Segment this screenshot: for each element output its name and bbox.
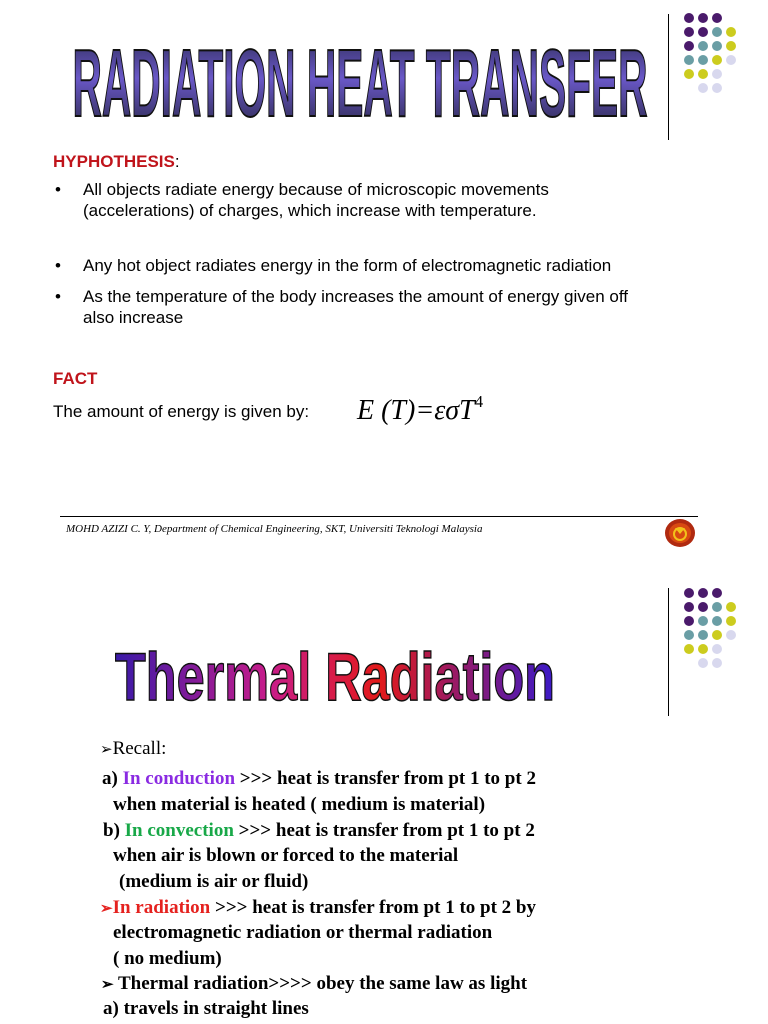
slide2-title xyxy=(110,632,560,717)
dot xyxy=(712,69,722,79)
dot xyxy=(684,588,694,598)
straight-line: a) travels in straight lines xyxy=(103,998,309,1019)
dot xyxy=(712,658,722,668)
slide1-divider-line xyxy=(668,14,669,140)
hypothesis-heading xyxy=(53,152,180,172)
conduction-line2: when material is heated ( medium is material) xyxy=(113,794,486,815)
dot xyxy=(684,644,694,654)
slide1-title xyxy=(68,16,653,137)
dot xyxy=(712,630,722,640)
dot xyxy=(698,27,708,37)
slide2-decorative-dots xyxy=(684,588,736,668)
recall-text: Recall: xyxy=(112,738,167,759)
bullet-1-line1: All objects radiate energy because of microscopic movements xyxy=(83,180,549,199)
arrow-bullet: ➢ xyxy=(100,742,113,758)
conduction-prefix: a) xyxy=(102,768,123,789)
dot xyxy=(684,83,694,93)
dot xyxy=(712,55,722,65)
dot xyxy=(684,602,694,612)
dot xyxy=(726,83,736,93)
dot xyxy=(698,41,708,51)
dot xyxy=(698,616,708,626)
dot xyxy=(698,83,708,93)
slide1-decorative-dots xyxy=(684,13,736,93)
dot xyxy=(712,13,722,23)
dot xyxy=(698,644,708,654)
dot xyxy=(712,27,722,37)
conduction-label: In conduction xyxy=(122,768,236,789)
dot xyxy=(726,13,736,23)
dot xyxy=(698,69,708,79)
dot xyxy=(712,616,722,626)
radiation-line3: ( no medium) xyxy=(113,948,222,969)
convection-line2: when air is blown or forced to the material xyxy=(113,845,459,866)
slide1-title-text: RADIATION HEAT TRANSFER xyxy=(72,30,648,137)
bullet-2 xyxy=(53,255,733,276)
dot xyxy=(726,630,736,640)
dot xyxy=(698,13,708,23)
radiation-line2: electromagnetic radiation or thermal radiation xyxy=(113,922,493,943)
dot xyxy=(684,630,694,640)
bullet-3-line2: also increase xyxy=(83,308,184,327)
thermal-line xyxy=(101,973,527,995)
dot xyxy=(684,658,694,668)
formula-exponent: 4 xyxy=(474,392,484,411)
bullet-2-line1: Any hot object radiates energy in the form of electromagnetic radiation xyxy=(83,256,612,275)
arrow-bullet: ➢ xyxy=(100,901,113,917)
dot xyxy=(712,83,722,93)
bullet-1 xyxy=(53,179,733,221)
dot xyxy=(684,41,694,51)
dot xyxy=(684,616,694,626)
convection-prefix: b) xyxy=(103,820,125,841)
dot xyxy=(726,644,736,654)
thermal-text: Thermal radiation>>>> obey the same law as light xyxy=(113,973,528,994)
fact-heading: FACT xyxy=(53,369,98,388)
radiation-line xyxy=(100,897,536,919)
conduction-rest: >>> heat is transfer from pt 1 to pt 2 xyxy=(235,768,536,789)
energy-formula xyxy=(357,392,483,427)
dot xyxy=(684,55,694,65)
dot xyxy=(726,27,736,37)
dot xyxy=(684,69,694,79)
bullet-mark: • xyxy=(55,180,61,199)
footer-rule xyxy=(60,516,698,517)
dot xyxy=(726,41,736,51)
convection-rest: >>> heat is transfer from pt 1 to pt 2 xyxy=(233,820,535,841)
dot xyxy=(712,588,722,598)
dot xyxy=(698,602,708,612)
fact-text: The amount of energy is given by: xyxy=(53,402,310,421)
hypothesis-colon: : xyxy=(174,152,180,171)
dot xyxy=(684,13,694,23)
dot xyxy=(726,602,736,612)
recall-line xyxy=(100,738,166,760)
convection-label: In convection xyxy=(124,820,234,841)
dot xyxy=(684,27,694,37)
radiation-rest: >>> heat is transfer from pt 1 to pt 2 by xyxy=(210,897,536,918)
dot xyxy=(726,658,736,668)
slide2-divider-line xyxy=(668,588,669,716)
bullet-3 xyxy=(53,286,743,328)
dot xyxy=(712,41,722,51)
dot xyxy=(712,644,722,654)
hypothesis-label: HYPHOTHESIS xyxy=(53,152,175,171)
radiation-label: In radiation xyxy=(112,897,211,918)
dot xyxy=(726,588,736,598)
bullet-3-line1: As the temperature of the body increases the amount of energy given off xyxy=(83,287,628,306)
convection-line xyxy=(103,820,535,842)
bullet-mark: • xyxy=(55,256,61,275)
slide2-title-text: Thermal Radiation xyxy=(115,639,555,715)
university-logo-icon xyxy=(664,518,696,548)
footer-text: MOHD AZIZI C. Y, Department of Chemical Engineering, SKT, Universiti Teknologi Malaysia xyxy=(66,523,483,535)
dot xyxy=(726,69,736,79)
bullet-1-line2: (accelerations) of charges, which increase with temperature. xyxy=(83,201,537,220)
convection-line3: (medium is air or fluid) xyxy=(119,871,309,892)
dot xyxy=(726,55,736,65)
dot xyxy=(726,616,736,626)
dot xyxy=(698,630,708,640)
conduction-line xyxy=(102,768,536,790)
dot xyxy=(698,55,708,65)
arrow-bullet: ➢ xyxy=(101,977,114,993)
dot xyxy=(712,602,722,612)
formula-text: E (T)=εσT xyxy=(357,395,475,426)
bullet-mark: • xyxy=(55,287,61,306)
dot xyxy=(698,658,708,668)
dot xyxy=(698,588,708,598)
